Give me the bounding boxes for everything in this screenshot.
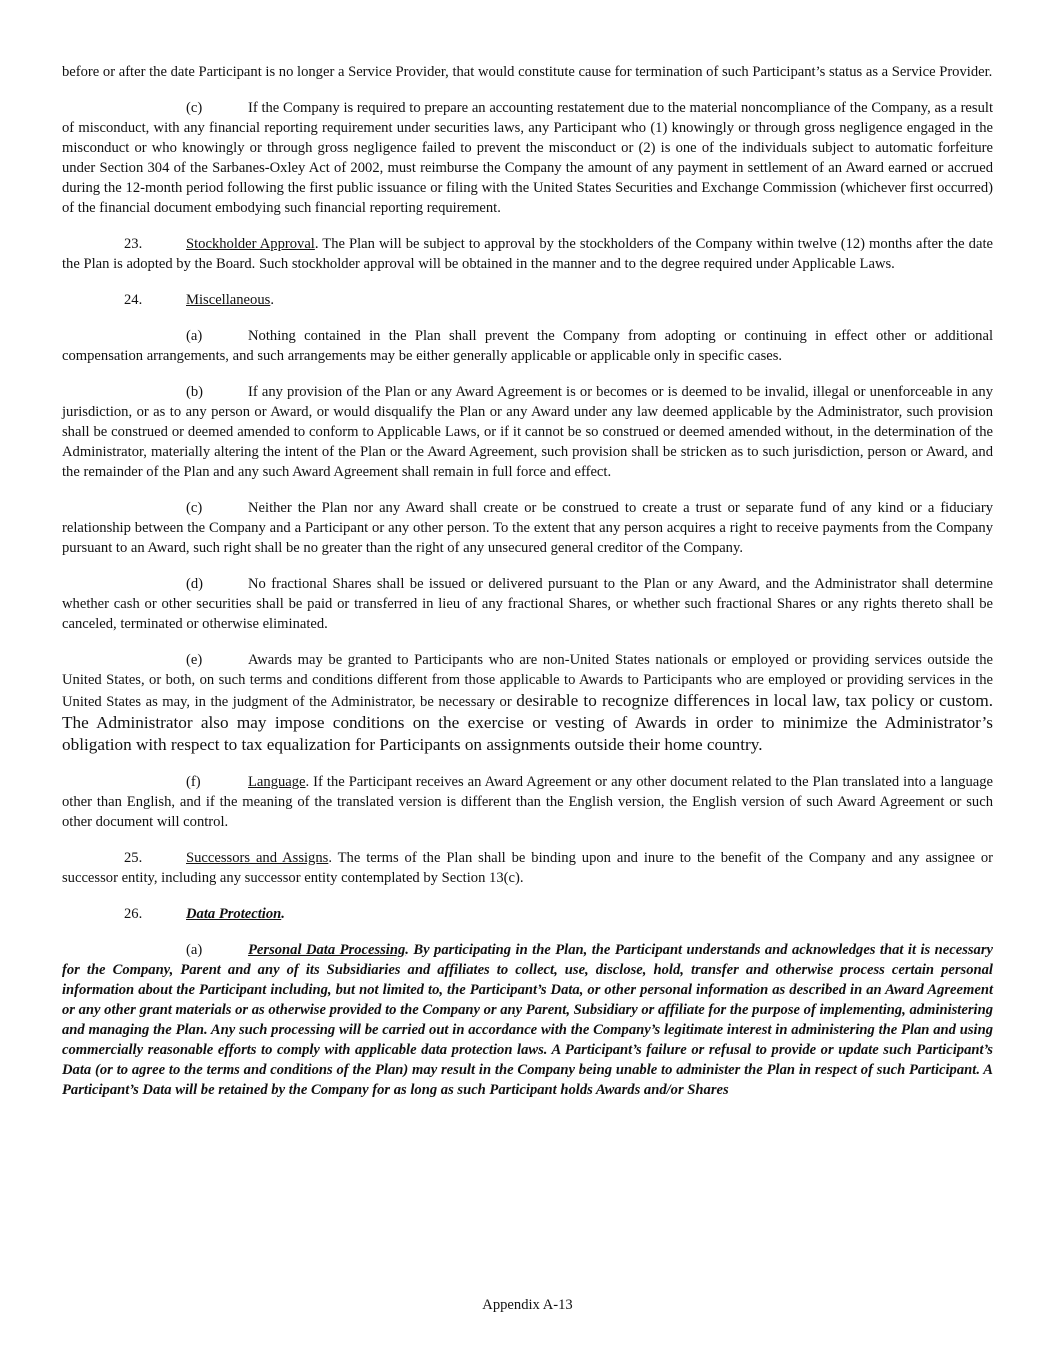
document-page bbox=[62, 62, 993, 1100]
paragraph-24e: (e) Awards may be granted to Participants who are non-United States nationals or employed or providing services outside the United States, or both, on such terms and conditions different from those applicable to Awards to Participants who are employed or providing services in the United States as may, in the judgment of the Administrator, be necessary or desirable to recognize differences in local law, tax policy or custom. The Administrator also may impose conditions on the exercise or vesting of Awards in order to minimize the Administrator’s obligation with respect to tax equalization for Participants on assignments outside their home country. bbox=[62, 652, 993, 754]
section-23-heading: Stockholder Approval bbox=[186, 236, 315, 252]
paragraph-24c: (c) Neither the Plan nor any Award shall create or be construed to create a trust or separate fund of any kind or a fiduciary relationship between the Company and a Participant or any other person. To the extent that any person acquires a right to receive payments from the Company pursuant to an Award, such right shall be no greater than the right of any unsecured general creditor of the Company. bbox=[62, 500, 993, 556]
paragraph-24f-heading: Language bbox=[248, 774, 306, 790]
section-26: 26. Data Protection. bbox=[124, 906, 285, 922]
page-footer: Appendix A-13 bbox=[482, 1297, 573, 1313]
section-24-heading: Miscellaneous bbox=[186, 292, 271, 308]
paragraph-24b: (b) If any provision of the Plan or any Award Agreement is or becomes or is deemed to be invalid, illegal or unenforceable in any jurisdiction, or as to any person or Award, or would disqualify the Plan or any Award under any law deemed applicable by the Administrator, such provision shall be construed or deemed amended to conform to Applicable Laws, or if it cannot be so construed or deemed amended without, in the determination of the Administrator, materially altering the intent of the Plan or the Award Agreement, such provision shall be stricken as to such jurisdiction, person or Award, and the remainder of the Plan and any such Award Agreement shall remain in full force and effect. bbox=[62, 384, 993, 480]
paragraph-26a-heading: Personal Data Processing bbox=[248, 942, 406, 958]
paragraph-24d: (d) No fractional Shares shall be issued or delivered pursuant to the Plan or any Award, and the Administrator shall determine whether cash or other securities shall be paid or transferred in lieu of any fractional Shares, or whether such fractional Shares or any rights thereto shall be canceled, terminated or otherwise eliminated. bbox=[62, 576, 993, 632]
section-25: 25. Successors and Assigns. The terms of the Plan shall be binding upon and inure to the benefit of the Company and any assignee or successor entity, including any successor entity contemplated by Section 13(c). bbox=[62, 850, 993, 886]
section-24: 24. Miscellaneous. bbox=[124, 292, 274, 308]
section-26-heading: Data Protection bbox=[186, 906, 282, 922]
paragraph-26a: (a) Personal Data Processing. By participating in the Plan, the Participant understands and acknowledges that it is necessary for the Company, Parent and any of its Subsidiaries and affiliates to collect, use, disclose, hold, transfer and otherwise process certain personal information about the Participant including, but not limited to, the Participant’s Data, or other personal information as described in an Award Agreement or any other grant materials or as otherwise provided to the Company or any Parent, Subsidiary or affiliate for the purpose of implementing, administering and managing the Plan. Any such processing will be carried out in accordance with the Company’s legitimate interest in administering the Plan and using commercially reasonable efforts to comply with applicable data protection laws. A Participant’s failure or refusal to provide or update such Participant’s Data (or to agree to the terms and conditions of the Plan) may result in the Company being unable to administer the Plan in respect of such Participant. A Participant’s Data will be retained by the Company for as long as such Participant holds Awards and/or Shares bbox=[62, 942, 994, 1098]
paragraph-cause-continuation: before or after the date Participant is no longer a Service Provider, that would constitute cause for termination of such Participant’s status as a Service Provider. bbox=[62, 64, 993, 80]
paragraph-22c: (c) If the Company is required to prepare an accounting restatement due to the material noncompliance of the Company, as a result of misconduct, with any financial reporting requirement under securities laws, any Participant who (1) knowingly or through gross negligence engaged in the misconduct or who knowingly or through gross negligence failed to prevent the misconduct or (2) is one of the individuals subject to automatic forfeiture under Section 304 of the Sarbanes-Oxley Act of 2002, must reimburse the Company the amount of any payment in settlement of an Award earned or accrued during the 12-month period following the first public issuance or filing with the United States Securities and Exchange Commission (whichever first occurred) of the financial document embodying such financial reporting requirement. bbox=[62, 100, 993, 216]
paragraph-24e-large-text: desirable to recognize differences in local law, tax policy or custom. The Administrator also may impose conditions on the exercise or vesting of Awards in order to minimize the Administrator’s obligation with respect to tax equalization for Participants on assignments outside their home country. bbox=[62, 691, 993, 754]
section-25-heading: Successors and Assigns bbox=[186, 850, 329, 866]
section-23: 23. Stockholder Approval. The Plan will be subject to approval by the stockholders of the Company within twelve (12) months after the date the Plan is adopted by the Board. Such stockholder approval will be obtained in the manner and to the degree required under Applicable Laws. bbox=[62, 236, 993, 272]
paragraph-24a: (a) Nothing contained in the Plan shall prevent the Company from adopting or continuing in effect other or additional compensation arrangements, and such arrangements may be either generally applicable or applicable only in specific cases. bbox=[62, 328, 993, 364]
paragraph-24f: (f) Language. If the Participant receives an Award Agreement or any other document related to the Plan translated into a language other than English, and if the meaning of the translated version is different than the English version, the English version of such Award Agreement or such other document will control. bbox=[62, 774, 993, 830]
